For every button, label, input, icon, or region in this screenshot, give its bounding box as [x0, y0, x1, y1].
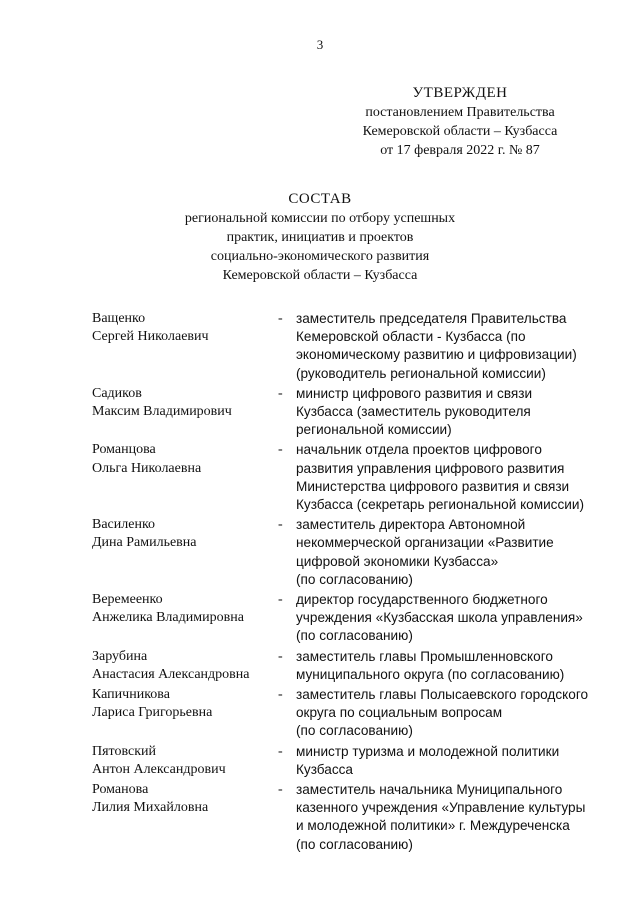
member-surname: Капичникова [92, 687, 170, 703]
member-surname: Зарубина [92, 648, 148, 664]
member-role-line: региональной комиссии) [296, 422, 452, 438]
member-role-line: заместитель главы Промышленновского [296, 648, 553, 664]
member-role-line: учреждения «Кузбасская школа управления» [296, 610, 583, 626]
member-name [92, 441, 278, 514]
member-row [92, 686, 612, 741]
member-role-line: некоммерческой организации «Развитие [296, 535, 554, 551]
member-row [92, 648, 612, 684]
member-role-line: экономическому развитию и цифровизации) [296, 347, 577, 363]
member-role-line: муниципального округа (по согласованию) [296, 666, 565, 682]
member-row [92, 591, 612, 646]
member-row [92, 441, 612, 514]
member-role-line: заместитель директора Автономной [296, 517, 526, 533]
member-name [92, 310, 278, 383]
member-role [296, 648, 612, 684]
member-role-line: начальник отдела проектов цифрового [296, 442, 542, 458]
member-dash: - [278, 648, 283, 664]
member-row [92, 781, 612, 854]
member-role-line: заместитель начальника Муниципального [296, 782, 563, 798]
member-role-line: казенного учреждения «Управление культуры [296, 800, 586, 816]
title-line: практик, инициатив и проектов [226, 230, 414, 245]
member-role-line: цифровой экономики Кузбасса» [296, 553, 499, 569]
member-role-line: (руководитель региональной комиссии) [296, 365, 546, 381]
member-role-line: заместитель главы Полысаевского городского [296, 687, 589, 703]
member-row [92, 310, 612, 383]
member-given: Сергей Николаевич [92, 329, 209, 345]
member-given: Анжелика Владимировна [92, 610, 244, 626]
approval-stamp [340, 84, 580, 160]
member-role-line: (по согласованию) [296, 571, 413, 587]
member-role-line: (по согласованию) [296, 723, 413, 739]
member-dash: - [278, 743, 283, 759]
member-row [92, 516, 612, 589]
member-given: Ольга Николаевна [92, 460, 202, 476]
member-surname: Пятовский [92, 743, 157, 759]
member-role-line: министр цифрового развития и связи [296, 385, 533, 401]
member-role-line: развития управления цифрового развития [296, 460, 565, 476]
member-surname: Садиков [92, 385, 142, 401]
member-given: Дина Рамильевна [92, 535, 197, 551]
member-row [92, 385, 612, 440]
approval-line: постановлением Правительства [365, 105, 555, 120]
title-heading: СОСТАВ [288, 191, 352, 207]
member-given: Антон Александрович [92, 761, 226, 777]
member-dash: - [278, 687, 283, 703]
member-surname: Василенко [92, 517, 156, 533]
member-given: Лариса Григорьевна [92, 705, 213, 721]
member-row [92, 743, 612, 779]
member-role-line: Кемеровской области - Кузбасса (по [296, 329, 526, 345]
approval-heading: УТВЕРЖДЕН [412, 85, 508, 101]
member-role-line: заместитель председателя Правительства [296, 311, 567, 326]
member-role-line: Кузбасса [296, 761, 353, 777]
member-name [92, 648, 278, 684]
member-name [92, 591, 278, 646]
member-dash: - [278, 311, 283, 326]
member-dash: - [278, 442, 283, 458]
member-role-line: Министерства цифрового развития и связи [296, 478, 570, 494]
member-role-line: Кузбасса (заместитель руководителя [296, 404, 531, 420]
member-dash: - [278, 517, 283, 533]
member-list [92, 310, 612, 856]
member-role [296, 310, 612, 383]
title-line: региональной комиссии по отбору успешных [184, 211, 456, 226]
member-role [296, 516, 612, 589]
member-role [296, 743, 612, 779]
member-name [92, 781, 278, 854]
member-surname: Романцова [92, 442, 156, 458]
member-dash: - [278, 782, 283, 798]
member-role [296, 385, 612, 440]
title-line: социально-экономического развития [210, 249, 430, 264]
member-role [296, 591, 612, 646]
page-number: 3 [316, 37, 324, 52]
member-role-line: (по согласованию) [296, 836, 413, 852]
member-role [296, 441, 612, 514]
member-role [296, 686, 612, 741]
member-role-line: Кузбасса (секретарь региональной комиссии) [296, 497, 584, 513]
member-given: Анастасия Александровна [92, 666, 250, 682]
member-given: Максим Владимирович [92, 404, 232, 420]
member-dash: - [278, 592, 283, 608]
approval-line: Кемеровской области – Кузбасса [362, 124, 558, 139]
member-surname: Ващенко [92, 311, 146, 326]
member-name [92, 516, 278, 589]
member-dash: - [278, 385, 283, 401]
member-name [92, 743, 278, 779]
member-role [296, 781, 612, 854]
approval-line: от 17 февраля 2022 г. № 87 [380, 143, 540, 158]
title-line: Кемеровской области – Кузбасса [222, 268, 418, 283]
member-surname: Веремеенко [92, 592, 163, 608]
member-name [92, 385, 278, 440]
member-role-line: министр туризма и молодежной политики [296, 743, 560, 759]
member-name [92, 686, 278, 741]
member-role-line: директор государственного бюджетного [296, 592, 548, 608]
member-role-line: (по согласованию) [296, 628, 413, 644]
member-role-line: округа по социальным вопросам [296, 705, 503, 721]
member-surname: Романова [92, 782, 149, 798]
member-given: Лилия Михайловна [92, 800, 209, 816]
member-role-line: и молодежной политики» г. Междуреченска [296, 818, 570, 834]
document-title [150, 190, 490, 285]
